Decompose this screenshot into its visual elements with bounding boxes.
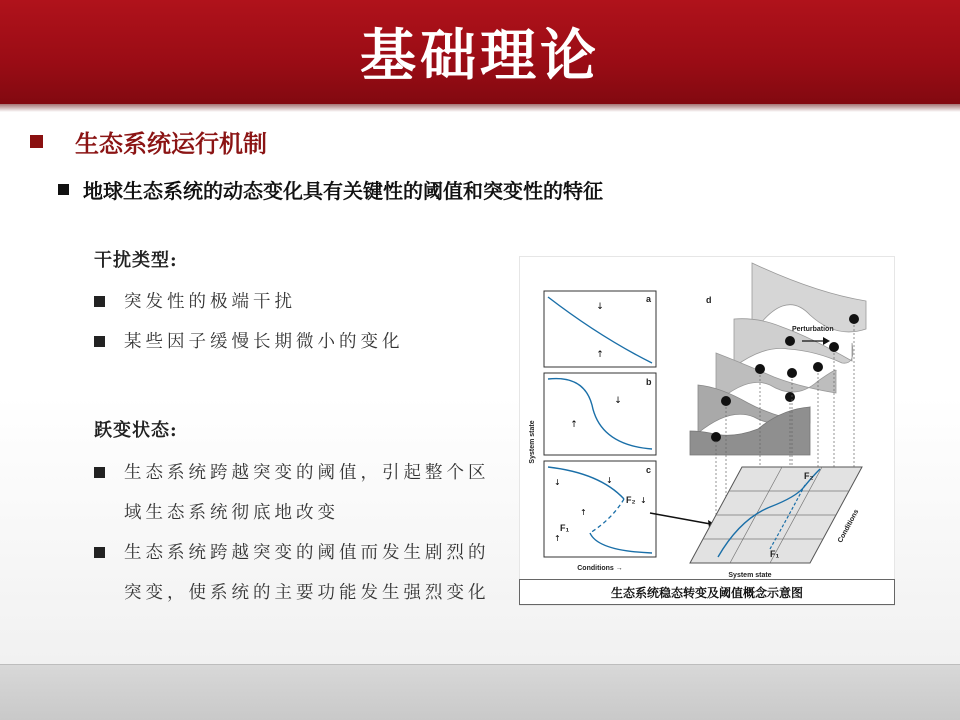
f1-label: F₁ [560,523,570,533]
link-arrow-line [650,513,716,525]
panel-b-label: b [646,377,652,387]
disturbance-item [94,322,494,362]
ball-icon [829,342,839,352]
disturbance-item [94,282,494,322]
transition-title: 跃变状态: [94,420,178,441]
figure-caption: 生态系统稳态转变及阈值概念示意图 [519,579,895,605]
heading-level2 [58,174,603,204]
panel-c-label: c [646,465,652,475]
ball-icon [755,364,765,374]
side-axis-label: Conditions [837,508,861,545]
footer-band [0,664,960,720]
arrow-up-icon: ↑ [570,420,578,430]
y-axis-label: System state [529,420,536,464]
arrow-down-icon: ↓ [640,496,647,505]
square-bullet-icon [94,467,105,478]
arrow-up-icon: ↑ [554,534,561,543]
disturbance-title: 干扰类型: [94,250,178,271]
f2-label: F₂ [626,495,636,505]
f2-label: F₂ [804,471,814,481]
ball-icon [849,314,859,324]
slide-title: 基础理论 [360,24,600,89]
panel-a-label: a [646,294,652,304]
square-bullet-icon [58,184,69,195]
ball-icon [785,392,795,402]
transition-item [94,533,494,613]
arrow-down-icon: ↓ [606,476,613,485]
arrow-down-icon: ↓ [596,302,604,312]
panel-b-frame [544,373,656,455]
x-axis-label: Conditions → [577,565,623,572]
disturbance-item-text: 突发性的极端干扰 [124,292,296,312]
heading-level2-text: 地球生态系统的动态变化具有关键性的阈值和突变性的特征 [83,178,603,203]
arrow-down-icon: ↓ [614,396,622,406]
ball-icon [787,368,797,378]
arrow-down-icon: ↓ [554,478,561,487]
ball-icon [785,336,795,346]
perturbation-label: Perturbation [792,326,834,333]
square-bullet-icon [30,135,43,148]
transition-item-text: 生态系统跨越突变的阈值，引起整个区域生态系统彻底地改变 [124,463,490,523]
bottom-axis-label: System state [728,572,772,579]
arrow-up-icon: ↑ [596,350,604,360]
transition-item-text: 生态系统跨越突变的阈值而发生剧烈的突变，使系统的主要功能发生强烈变化 [124,543,490,603]
ball-icon [711,432,721,442]
ball-icon [721,396,731,406]
arrow-up-icon: ↑ [580,508,587,517]
heading-level1-text: 生态系统运行机制 [75,129,267,158]
figure-graphic [520,257,896,607]
regime-shift-figure [519,256,895,606]
ball-icon [813,362,823,372]
square-bullet-icon [94,547,105,558]
heading-level1 [30,124,267,158]
title-shadow [0,104,960,112]
disturbance-item-text: 某些因子缓慢长期微小的变化 [124,332,404,352]
panel-d-label: d [706,295,712,305]
transition-item [94,453,494,533]
square-bullet-icon [94,336,105,347]
square-bullet-icon [94,296,105,307]
f1-label: F₁ [770,549,780,559]
title-bar [0,0,960,104]
perturbation-arrowhead-icon [823,337,830,345]
